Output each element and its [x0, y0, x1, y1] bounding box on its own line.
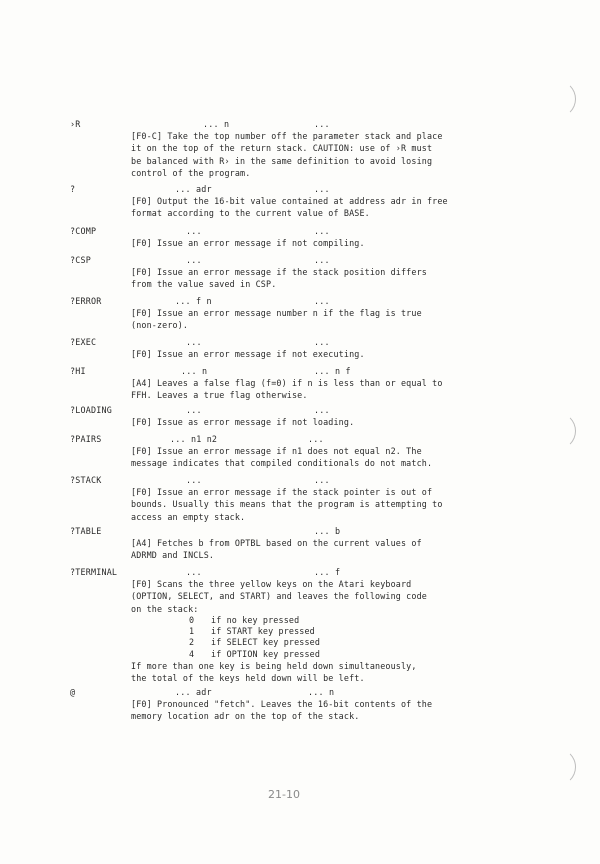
stack-after: ... [314, 226, 330, 236]
key-code-row: 1 if START key pressed [189, 626, 315, 637]
binder-hole-mark [538, 412, 576, 450]
stack-before: ... [186, 475, 202, 485]
description-line: FFH. Leaves a true flag otherwise. [131, 390, 308, 401]
entry-description [131, 266, 511, 291]
description-line: [F0] Issue an error message if n1 does not equal n2. The [131, 446, 422, 456]
entry-description [131, 578, 511, 684]
stack-before: ... n1 n2 [170, 434, 218, 444]
entry-description [131, 537, 511, 562]
description-line: access an empty stack. [131, 511, 246, 522]
entry-word: ?CSP [70, 255, 91, 265]
stack-after: ... [314, 337, 330, 347]
description-line: from the value saved in CSP. [131, 279, 277, 290]
description-line: it on the top of the return stack. CAUTION: use of ›R must [131, 143, 433, 154]
stack-before: ... n [203, 119, 230, 129]
stack-before: ... [186, 405, 202, 415]
entry-description [131, 377, 511, 402]
key-code-row: 2 if SELECT key pressed [189, 637, 321, 648]
stack-before: ... adr [175, 184, 212, 194]
entry-word: ?ERROR [70, 296, 102, 306]
stack-after: ... [314, 296, 330, 306]
stack-before: ... n [181, 366, 208, 376]
entry-word: ?PAIRS [70, 434, 102, 444]
key-code-row: 4 if OPTION key pressed [189, 648, 321, 659]
entry-description [131, 307, 511, 332]
stack-after: ... [308, 434, 324, 444]
description-line: [F0] Scans the three yellow keys on the Atari keyboard [131, 579, 412, 589]
description-line: [F0] Output the 16-bit value contained at address adr in free [131, 196, 448, 206]
stack-after: ... [314, 184, 330, 194]
description-line: memory location adr on the top of the stack. [131, 711, 360, 722]
entry-description [131, 130, 511, 179]
entry-word: ?TERMINAL [70, 567, 118, 577]
entry-word: ?STACK [70, 475, 102, 485]
stack-before: ... f n [175, 296, 212, 306]
description-line: control of the program. [131, 167, 251, 178]
binder-hole-mark [538, 748, 576, 786]
entry-description [131, 237, 511, 249]
description-line: [A4] Leaves a false flag (f=0) if n is less than or equal to [131, 378, 443, 388]
description-line: bounds. Usually this means that the program is attempting to [131, 499, 443, 510]
entry-word: ?TABLE [70, 526, 102, 536]
entry-word: ?HI [70, 366, 86, 376]
description-line: [F0-C] Take the top number off the parameter stack and place [131, 131, 443, 141]
stack-after: ... f [314, 567, 341, 577]
entry-description [131, 416, 511, 428]
description-line: the total of the keys held down will be left. [131, 673, 365, 683]
description-line: ADRMD and INCLS. [131, 550, 215, 561]
stack-after: ... [314, 405, 330, 415]
description-line: be balanced with R› in the same definition to avoid losing [131, 155, 433, 166]
binder-hole-mark [538, 80, 576, 118]
entry-description [131, 348, 511, 360]
description-line: [F0] Pronounced "fetch". Leaves the 16-bit contents of the [131, 699, 433, 709]
stack-after: ... [314, 119, 330, 129]
description-line: [F0] Issue as error message if not loading. [131, 417, 355, 427]
entry-word: ?COMP [70, 226, 97, 236]
description-line: (non-zero). [131, 320, 189, 331]
description-line: [F0] Issue an error message if the stack position differs [131, 267, 427, 277]
entry-word: ›R [70, 119, 81, 129]
entry-word: ?EXEC [70, 337, 97, 347]
description-line: on the stack: [131, 603, 199, 614]
description-line: [F0] Issue an error message if not compiling. [131, 238, 365, 248]
description-line: message indicates that compiled conditionals do not match. [131, 458, 433, 469]
key-code-table [189, 615, 511, 660]
stack-after: ... [314, 475, 330, 485]
stack-after: ... [314, 255, 330, 265]
description-line: [A4] Fetches b from OPTBL based on the current values of [131, 538, 422, 548]
stack-after: ... n [308, 687, 335, 697]
stack-before: ... [186, 337, 202, 347]
description-line: [F0] Issue an error message if the stack pointer is out of [131, 487, 433, 497]
description-line: format according to the current value of BASE. [131, 208, 370, 219]
entry-word: @ [70, 687, 76, 697]
entry-word: ?LOADING [70, 405, 112, 415]
stack-after: ... n f [314, 366, 351, 376]
description-line: (OPTION, SELECT, and START) and leaves the following code [131, 591, 427, 602]
entry-description [131, 486, 511, 523]
stack-after: ... b [314, 526, 341, 536]
entry-description [131, 195, 511, 220]
stack-before: ... adr [175, 687, 212, 697]
page-number: 21-10 [268, 788, 300, 801]
stack-before: ... [186, 567, 202, 577]
entry-word: ? [70, 184, 76, 194]
description-line: [F0] Issue an error message number n if the flag is true [131, 308, 422, 318]
entry-description [131, 445, 511, 470]
key-code-row: 0 if no key pressed [189, 614, 300, 625]
entry-description [131, 698, 511, 723]
description-line: [F0] Issue an error message if not executing. [131, 349, 365, 359]
stack-before: ... [186, 226, 202, 236]
stack-before: ... [186, 255, 202, 265]
description-line: If more than one key is being held down simultaneously, [131, 660, 417, 671]
